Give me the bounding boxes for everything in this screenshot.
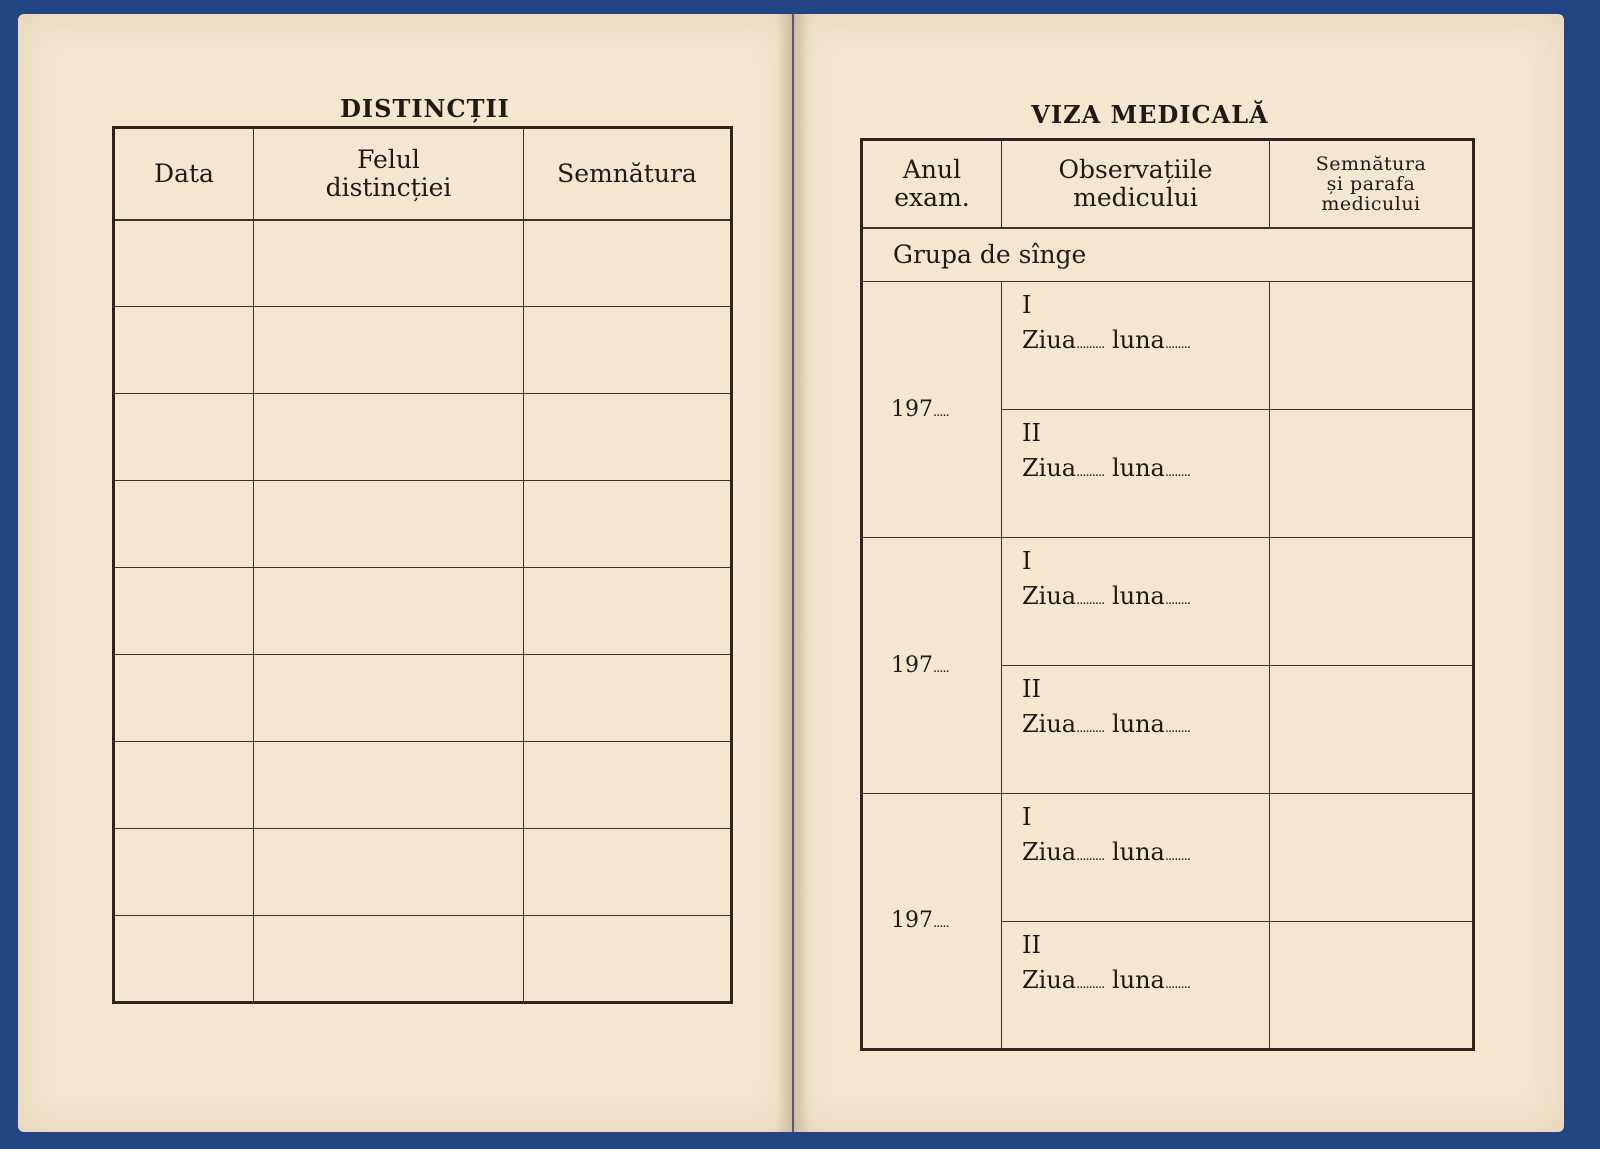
distinctions-row [114, 220, 732, 307]
observation-cell [1002, 281, 1270, 409]
signature-cell [524, 394, 732, 481]
distinctions-row [114, 481, 732, 568]
day-label: Ziua [1022, 325, 1077, 354]
day-label: Ziua [1022, 837, 1077, 866]
observation-cell [1002, 537, 1270, 665]
exam-year: 197 [891, 908, 933, 933]
date-cell [114, 481, 254, 568]
exam-date-line [1022, 960, 1269, 1005]
exam-date-line [1022, 704, 1269, 749]
day-dots: ......... [1076, 336, 1105, 352]
exam-date-line [1022, 320, 1269, 365]
medical-visa-title: VIZA MEDICALĂ [1031, 100, 1269, 129]
distinction-type-cell [254, 829, 524, 916]
distinction-type-cell [254, 655, 524, 742]
exam-year-dots: ..... [933, 916, 949, 931]
date-cell [114, 829, 254, 916]
exam-number: I [1022, 802, 1032, 831]
exam-year-dots: ..... [933, 404, 949, 420]
medical-visa-table [860, 138, 1475, 1051]
day-label: Ziua [1022, 581, 1077, 610]
date-cell [114, 655, 254, 742]
signature-cell [524, 655, 732, 742]
signature-cell [524, 829, 732, 916]
day-dots: ......... [1076, 976, 1105, 992]
month-dots: ........ [1164, 976, 1190, 992]
day-label: Ziua [1022, 709, 1077, 738]
day-label: Ziua [1022, 453, 1077, 482]
month-label: luna [1111, 709, 1165, 738]
signature-cell [524, 481, 732, 568]
column-header-date: Data [114, 128, 254, 220]
exam-year-dots: ..... [933, 660, 949, 676]
exam-year: 197 [891, 396, 933, 422]
date-cell [114, 742, 254, 829]
exam-date-line [1022, 448, 1269, 493]
exam-number: I [1022, 290, 1032, 319]
distinctions-table [112, 126, 733, 1004]
signature-cell [524, 916, 732, 1003]
month-dots: ........ [1164, 848, 1190, 864]
column-header-exam-year: Anul exam. [862, 140, 1002, 228]
exam-row [862, 537, 1474, 665]
month-label: luna [1111, 453, 1165, 482]
distinction-type-cell [254, 307, 524, 394]
distinction-type-cell [254, 481, 524, 568]
doctor-signature-cell [1270, 793, 1474, 921]
exam-number: II [1022, 418, 1041, 447]
observation-cell [1002, 793, 1270, 921]
day-dots: ......... [1076, 464, 1105, 480]
exam-number: II [1022, 930, 1041, 959]
doctor-signature-cell [1270, 409, 1474, 537]
date-cell [114, 916, 254, 1003]
distinctions-row [114, 916, 732, 1003]
distinction-type-cell [254, 568, 524, 655]
date-cell [114, 394, 254, 481]
month-label: luna [1111, 965, 1165, 994]
column-header-doctor-signature-stamp: Semnătura și parafa medicului [1270, 140, 1474, 228]
doctor-signature-cell [1270, 281, 1474, 409]
month-label: luna [1111, 837, 1165, 866]
distinction-type-cell [254, 394, 524, 481]
exam-year-cell [862, 793, 1002, 1049]
exam-number: II [1022, 674, 1041, 703]
month-dots: ........ [1164, 592, 1190, 608]
signature-cell [524, 568, 732, 655]
distinction-type-cell [254, 916, 524, 1003]
blood-group-row [862, 228, 1474, 282]
doctor-signature-cell [1270, 665, 1474, 793]
column-header-signature: Semnătura [524, 128, 732, 220]
signature-cell [524, 307, 732, 394]
column-header-distinction-type: Felul distincției [254, 128, 524, 220]
exam-year: 197 [891, 652, 933, 678]
signature-cell [524, 220, 732, 307]
day-dots: ......... [1076, 592, 1105, 608]
exam-year-cell [862, 281, 1002, 537]
date-cell [114, 220, 254, 307]
signature-cell [524, 742, 732, 829]
distinctions-header-row [114, 128, 732, 220]
blood-group-label: Grupa de sînge [862, 228, 1474, 282]
month-dots: ........ [1164, 720, 1190, 736]
day-dots: ......... [1076, 720, 1105, 736]
book-gutter [776, 14, 810, 1132]
doctor-signature-cell [1270, 537, 1474, 665]
exam-row [862, 281, 1474, 409]
medical-header-row [862, 140, 1474, 228]
observation-cell [1002, 409, 1270, 537]
month-label: luna [1111, 581, 1165, 610]
date-cell [114, 307, 254, 394]
doctor-signature-cell [1270, 921, 1474, 1049]
distinctions-title: DISTINCȚII [340, 94, 510, 123]
month-dots: ........ [1164, 336, 1190, 352]
distinctions-row [114, 307, 732, 394]
month-dots: ........ [1164, 464, 1190, 480]
day-dots: ......... [1076, 848, 1105, 864]
distinctions-row [114, 655, 732, 742]
distinction-type-cell [254, 742, 524, 829]
distinctions-row [114, 829, 732, 916]
exam-date-line [1022, 832, 1269, 877]
distinction-type-cell [254, 220, 524, 307]
day-label: Ziua [1022, 965, 1077, 994]
distinctions-row [114, 394, 732, 481]
exam-year-cell [862, 537, 1002, 793]
distinctions-row [114, 568, 732, 655]
column-header-doctor-observations: Observațiile medicului [1002, 140, 1270, 228]
distinctions-row [114, 742, 732, 829]
observation-cell [1002, 665, 1270, 793]
date-cell [114, 568, 254, 655]
observation-cell [1002, 921, 1270, 1049]
exam-date-line [1022, 576, 1269, 621]
month-label: luna [1111, 325, 1165, 354]
exam-row [862, 793, 1474, 921]
exam-number: I [1022, 546, 1032, 575]
